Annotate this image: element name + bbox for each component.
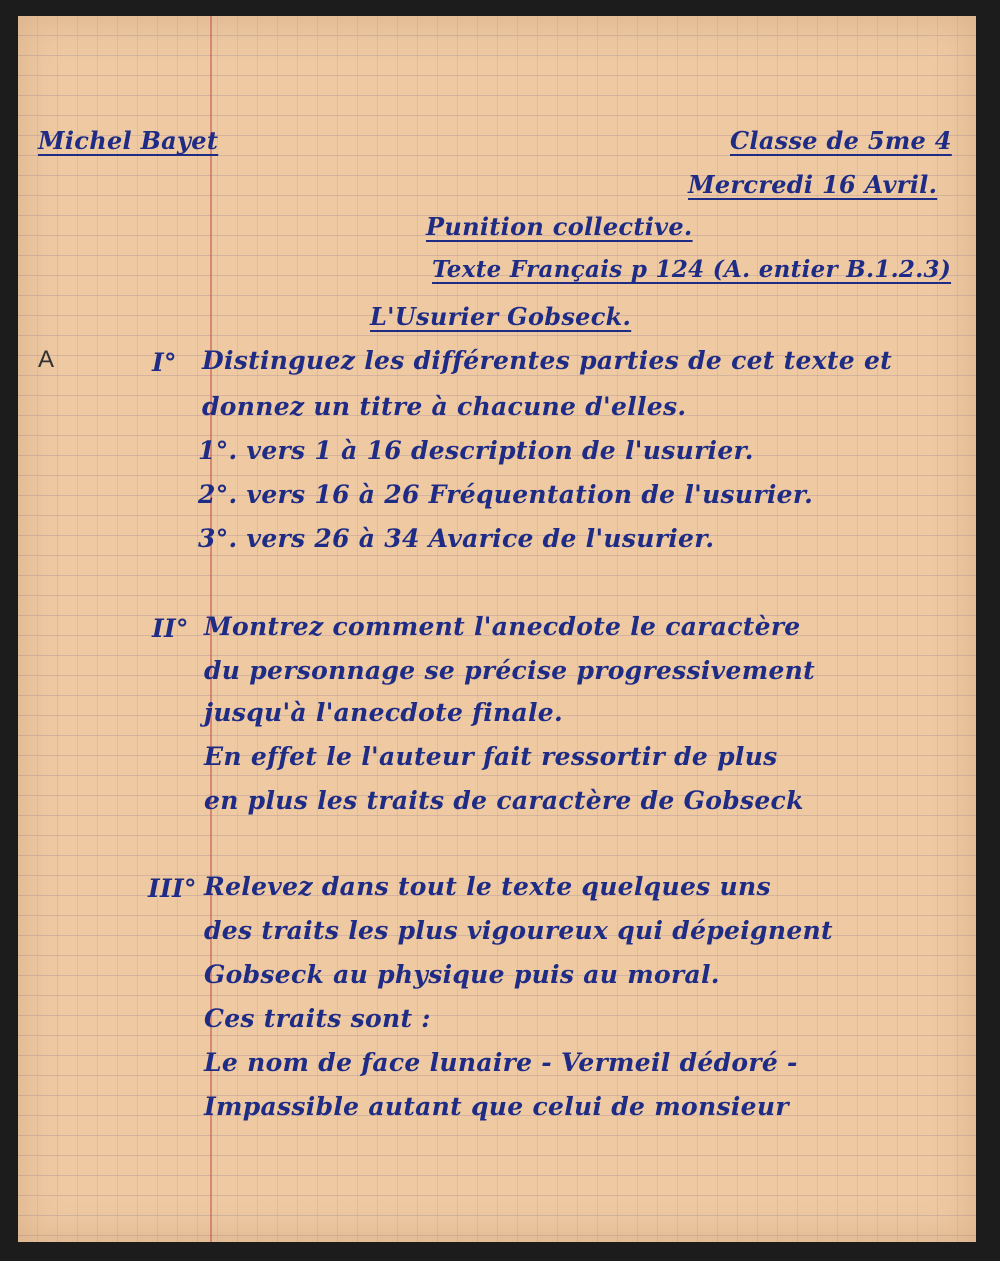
section1-line: donnez un titre à chacune d'elles. xyxy=(202,392,687,421)
section1-line: Distinguez les différentes parties de cet texte et xyxy=(202,346,893,375)
title-texte: Texte Français p 124 (A. entier B.1.2.3) xyxy=(432,256,952,283)
date-label: Mercredi 16 Avril. xyxy=(688,170,938,199)
section1-number: I° xyxy=(152,348,177,377)
section1-line: 1°. vers 1 à 16 description de l'usurier. xyxy=(198,436,754,465)
section2-line: En effet le l'auteur fait ressortir de plus xyxy=(204,742,778,771)
section3-line: Ces traits sont : xyxy=(204,1004,431,1033)
section3-line: Gobseck au physique puis au moral. xyxy=(204,960,720,989)
class-label: Classe de 5me 4 xyxy=(730,126,952,155)
section3-line: Relevez dans tout le texte quelques uns xyxy=(204,872,771,901)
section3-line: Impassible autant que celui de monsieur xyxy=(204,1092,789,1121)
section3-line: Le nom de face lunaire - Vermeil dédoré - xyxy=(204,1048,798,1077)
section2-line: jusqu'à l'anecdote finale. xyxy=(204,698,564,727)
student-name: Michel Bayet xyxy=(38,126,219,155)
section3-number: III° xyxy=(148,874,197,903)
section2-number: II° xyxy=(152,614,189,643)
section2-line: Montrez comment l'anecdote le caractère xyxy=(204,612,801,641)
section3-line: des traits les plus vigoureux qui dépeignent xyxy=(204,916,833,945)
section2-line: du personnage se précise progressivement xyxy=(204,656,815,685)
section1-line: 2°. vers 16 à 26 Fréquentation de l'usurier. xyxy=(198,480,814,509)
title-punition: Punition collective. xyxy=(426,212,693,241)
margin-mark: A xyxy=(38,346,55,373)
section1-line: 3°. vers 26 à 34 Avarice de l'usurier. xyxy=(198,524,715,553)
section2-line: en plus les traits de caractère de Gobseck xyxy=(204,786,804,815)
title-usurier: L'Usurier Gobseck. xyxy=(370,302,632,331)
